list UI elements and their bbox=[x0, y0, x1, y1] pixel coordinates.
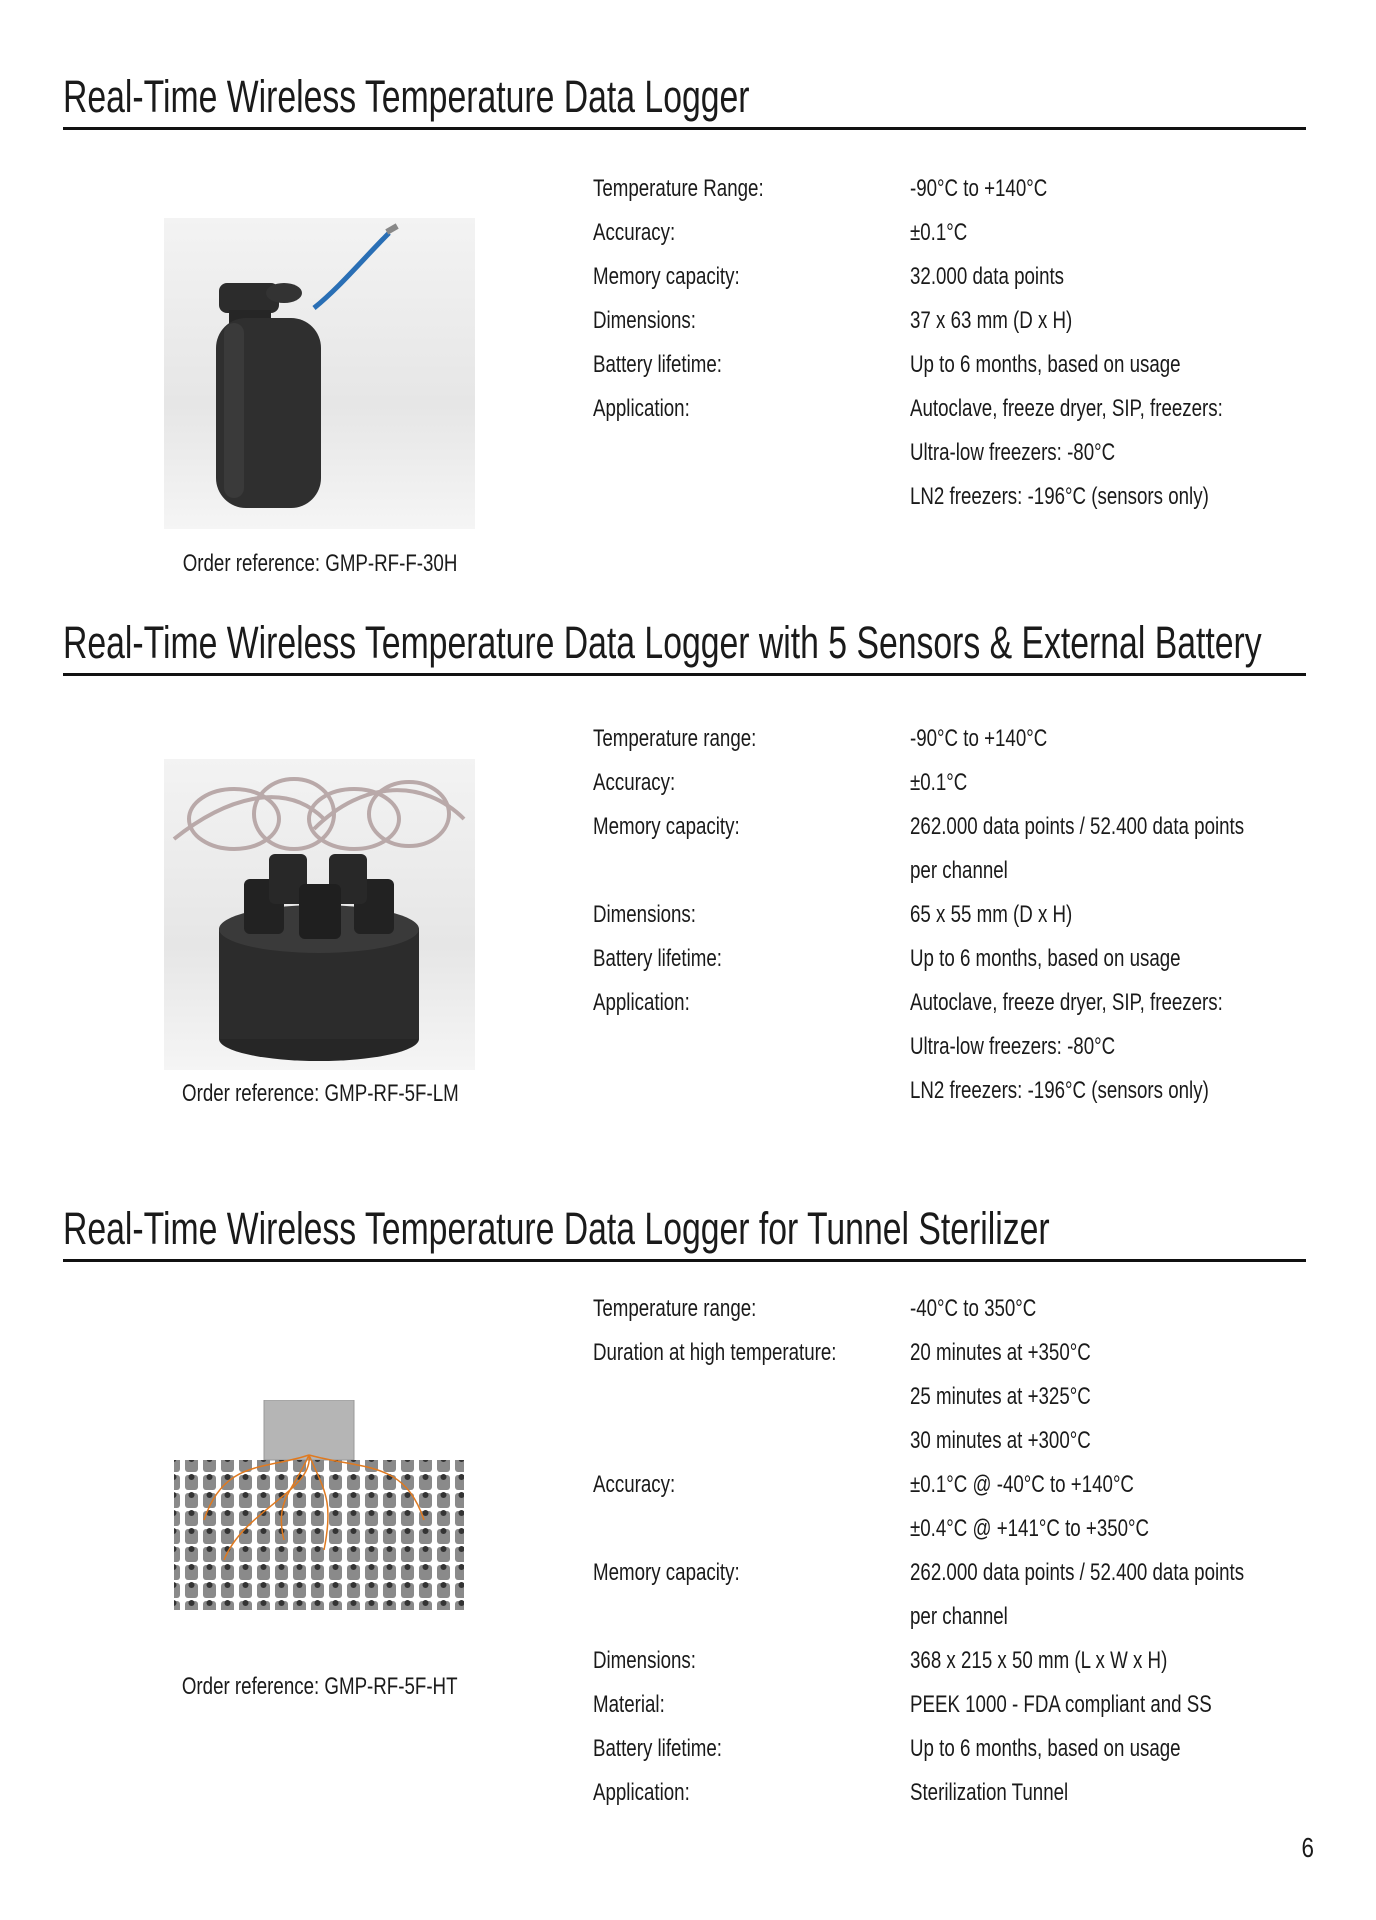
spec-row: Temperature range: -40°C to 350°C bbox=[593, 1295, 1037, 1322]
spec-row: Battery lifetime: Up to 6 months, based on usage bbox=[593, 351, 1181, 378]
section-title: Real-Time Wireless Temperature Data Logger with 5 Sensors & External Battery bbox=[63, 617, 1262, 668]
spec-row: Dimensions: 368 x 215 x 50 mm (L x W x H) bbox=[593, 1647, 1168, 1674]
spec-row: per channel bbox=[910, 1603, 1008, 1630]
spec-row: Ultra-low freezers: -80°C bbox=[910, 1033, 1116, 1060]
order-reference: Order reference: GMP-RF-5F-HT bbox=[182, 1673, 458, 1700]
spec-row: LN2 freezers: -196°C (sensors only) bbox=[910, 483, 1209, 510]
spec-row: Accuracy: ±0.1°C bbox=[593, 219, 968, 246]
spec-row: Material: PEEK 1000 - FDA compliant and SS bbox=[593, 1691, 1212, 1718]
section-divider bbox=[63, 127, 1306, 130]
order-reference: Order reference: GMP-RF-5F-LM bbox=[181, 1080, 459, 1107]
section-title: Real-Time Wireless Temperature Data Logger bbox=[63, 71, 750, 122]
spec-row: Accuracy: ±0.1°C bbox=[593, 769, 968, 796]
product-image-logger bbox=[164, 218, 475, 529]
spec-row: Temperature range: -90°C to +140°C bbox=[593, 725, 1048, 752]
section-divider bbox=[63, 1259, 1306, 1262]
spec-row: Dimensions: 37 x 63 mm (D x H) bbox=[593, 307, 1073, 334]
spec-row: Accuracy: ±0.1°C @ -40°C to +140°C bbox=[593, 1471, 1134, 1498]
section-divider bbox=[63, 673, 1306, 676]
spec-row: Application: Autoclave, freeze dryer, SIP, freezers: bbox=[593, 395, 1223, 422]
product-image-5-sensor-logger bbox=[164, 759, 475, 1070]
spec-list bbox=[593, 717, 1313, 1113]
spec-row: Battery lifetime: Up to 6 months, based on usage bbox=[593, 945, 1181, 972]
spec-row: Dimensions: 65 x 55 mm (D x H) bbox=[593, 901, 1073, 928]
spec-row: ±0.4°C @ +141°C to +350°C bbox=[910, 1515, 1150, 1542]
page-number: 6 bbox=[1301, 1832, 1315, 1863]
spec-row: Application: Sterilization Tunnel bbox=[593, 1779, 1069, 1806]
spec-row: Memory capacity: 262.000 data points / 52.400 data points bbox=[593, 813, 1245, 840]
spec-row: Temperature Range: -90°C to +140°C bbox=[593, 175, 1048, 202]
spec-row: 25 minutes at +325°C bbox=[910, 1383, 1091, 1410]
spec-row: Battery lifetime: Up to 6 months, based on usage bbox=[593, 1735, 1181, 1762]
spec-row: Memory capacity: 262.000 data points / 52.400 data points bbox=[593, 1559, 1245, 1586]
spec-row: LN2 freezers: -196°C (sensors only) bbox=[910, 1077, 1209, 1104]
spec-list bbox=[593, 1287, 1313, 1815]
spec-row: 30 minutes at +300°C bbox=[910, 1427, 1091, 1454]
spec-row: per channel bbox=[910, 857, 1008, 884]
spec-row: Duration at high temperature: 20 minutes at +350°C bbox=[593, 1339, 1091, 1366]
spec-row: Application: Autoclave, freeze dryer, SIP, freezers: bbox=[593, 989, 1223, 1016]
spec-row: Memory capacity: 32.000 data points bbox=[593, 263, 1065, 290]
spec-row: Ultra-low freezers: -80°C bbox=[910, 439, 1116, 466]
product-image-tunnel-logger bbox=[164, 1400, 475, 1670]
spec-list bbox=[593, 167, 1313, 519]
order-reference: Order reference: GMP-RF-F-30H bbox=[182, 550, 458, 577]
section-title: Real-Time Wireless Temperature Data Logger for Tunnel Sterilizer bbox=[63, 1203, 1050, 1254]
